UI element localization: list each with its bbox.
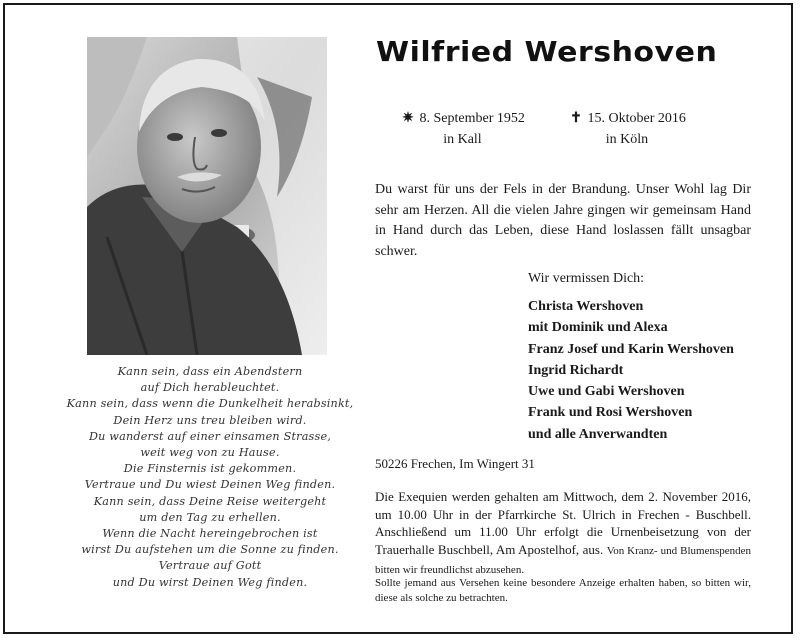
cross-icon: ✝ bbox=[570, 111, 582, 126]
poem-line: Vertraue und Du wiest Deinen Weg finden. bbox=[84, 478, 336, 492]
signer-line: Ingrid Richardt bbox=[528, 362, 624, 378]
poem-line: Kann sein, dass wenn die Dunkelheit herabsinkt, bbox=[66, 397, 354, 411]
poem-line: und Du wirst Deinen Weg finden. bbox=[112, 575, 308, 589]
poem-line: Die Finsternis ist gekommen. bbox=[123, 462, 297, 476]
signer-line: Franz Josef und Karin Wershoven bbox=[528, 341, 734, 357]
poem bbox=[20, 364, 400, 591]
poem-line: weit weg von zu Hause. bbox=[140, 446, 280, 460]
service-flowers-note: Von Kranz- und Blumenspenden bitten wir freundlichst abzusehen. bbox=[375, 544, 752, 576]
address: 50226 Frechen, Im Wingert 31 bbox=[375, 456, 535, 471]
birth-date: 8. September 1952 bbox=[419, 111, 525, 126]
deceased-name: Wilfried Wershoven bbox=[376, 36, 718, 69]
signer-line: Christa Wershoven bbox=[528, 299, 644, 314]
birth-info bbox=[400, 108, 525, 150]
poem-line: Wenn die Nacht hereingebrochen ist bbox=[102, 527, 318, 541]
signer-line: und alle Anverwandten bbox=[528, 426, 668, 442]
poem-line: auf Dich herableuchtet. bbox=[140, 381, 280, 395]
service-main: Die Exequien werden gehalten am Mittwoch, dem 2. November 2016, um 10.00 Uhr in der Pfarrkirche St. Ulrich in Frechen - Buschbell. Anschließend um 11.00 Uhr erfolgt die Urnenbeisetzung von der Trauerhalle Buschbell, Am Apostelhof, aus. bbox=[375, 489, 751, 557]
poem-line: Kann sein, dass Deine Reise weitergeht bbox=[93, 494, 327, 508]
death-info bbox=[568, 108, 686, 150]
signer-line: mit Dominik und Alexa bbox=[528, 320, 668, 336]
poem-line: Du wanderst auf einer einsamen Strasse, bbox=[88, 429, 332, 443]
service-text bbox=[375, 488, 751, 580]
intro-text: Du warst für uns der Fels in der Brandung. Unser Wohl lag Dir sehr am Herzen. All die vielen Jahre gingen wir gemeinsam Hand in Hand durch das Leben, diese Hand loslassen fällt unsagbar schwer. bbox=[375, 182, 751, 259]
poem-line: um den Tag zu erhellen. bbox=[139, 510, 281, 524]
poem-line: Vertraue auf Gott bbox=[158, 559, 262, 573]
signer-line: Frank und Rosi Wershoven bbox=[528, 405, 693, 421]
signers-list bbox=[528, 296, 734, 445]
poem-line: Dein Herz uns treu bleiben wird. bbox=[113, 413, 307, 427]
poem-line: wirst Du aufstehen um die Sonne zu finden. bbox=[81, 543, 339, 557]
signer-line: Uwe und Gabi Wershoven bbox=[528, 384, 685, 400]
star-icon: ✷ bbox=[402, 111, 414, 126]
death-date: 15. Oktober 2016 bbox=[587, 111, 686, 126]
death-place: in Köln bbox=[605, 132, 649, 147]
poem-line: Kann sein, dass ein Abendstern bbox=[117, 365, 303, 378]
notice-note: Sollte jemand aus Versehen keine besondere Anzeige erhalten haben, so bitten wir, diese als solche zu betrachten. bbox=[375, 577, 751, 604]
portrait-photo bbox=[87, 37, 327, 355]
birth-place: in Kall bbox=[443, 132, 482, 147]
miss-line: Wir vermissen Dich: bbox=[528, 271, 645, 286]
